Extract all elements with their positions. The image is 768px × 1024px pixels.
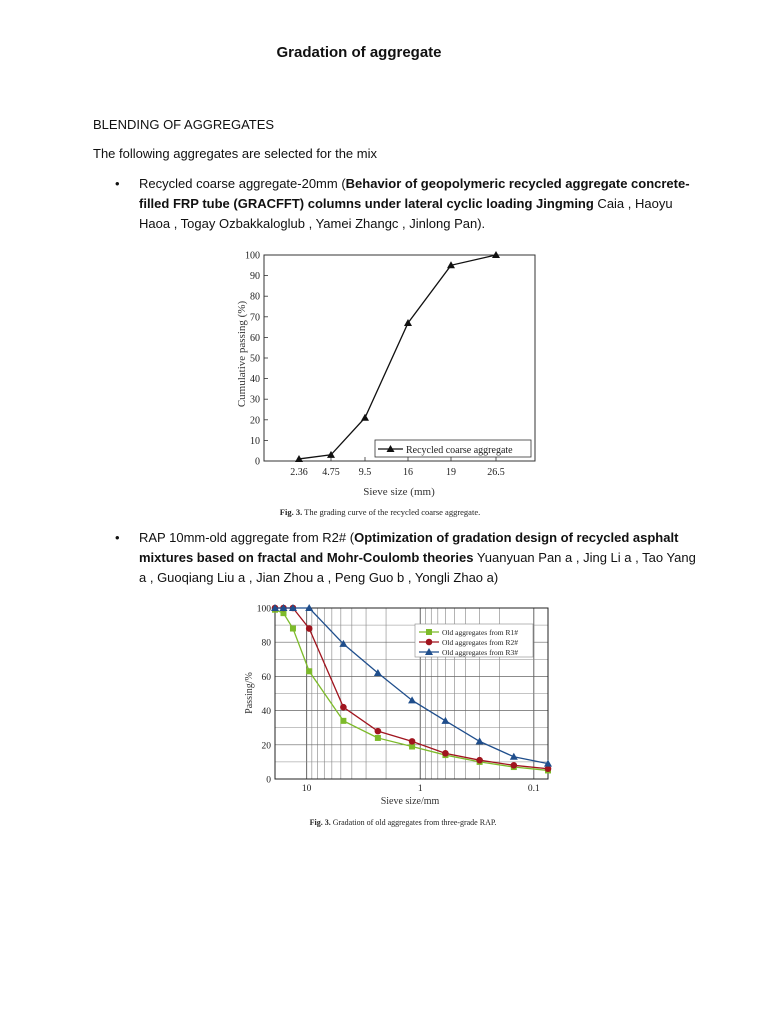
x-tick-label: 19	[446, 467, 456, 478]
bullet-text: Recycled coarse aggregate-20mm (Behavior of geopolymeric recycled aggregate concrete-filled FRP tube (GRACFFT) columns under lateral cyclic loading Jingming Caia , Haoyu Haoa , Togay Ozbakkaloglub , Yamei Zhangc , Jinlong Pan).	[139, 176, 690, 231]
x-tick-label: 9.5	[358, 467, 372, 478]
y-tick-label: 100	[245, 250, 260, 262]
plot-area	[264, 255, 535, 461]
legend-label: Old aggregates from R2#	[442, 638, 519, 647]
bullet-text: RAP 10mm-old aggregate from R2# (Optimization of gradation design of recycled asphalt mixtures based on fractal and Mohr-Coulomb theories Yuanyuan Pan a , Jing Li a , Tao Yang a , Guoqiang Liu a , Jian Zhou a , Peng Guo b , Yongli Zhao a)	[139, 530, 696, 585]
bullet-icon: •	[115, 176, 120, 191]
intro-text: The following aggregates are selected for the mix	[93, 146, 377, 161]
data-point	[306, 668, 312, 674]
bullet-icon: •	[115, 530, 120, 545]
y-tick-label: 60	[261, 672, 271, 683]
chart-rap-old-aggregates	[238, 598, 558, 834]
y-tick-label: 0	[255, 456, 260, 468]
legend-marker	[426, 629, 432, 635]
x-tick-label: 4.75	[322, 467, 340, 478]
legend-label: Recycled coarse aggregate	[406, 445, 513, 456]
legend	[415, 624, 533, 657]
y-tick-label: 0	[266, 775, 271, 786]
y-tick-label: 100	[256, 604, 271, 615]
data-point	[340, 718, 346, 724]
figure-caption: Fig. 3. The grading curve of the recycled coarse aggregate.	[279, 507, 481, 517]
data-point	[441, 717, 449, 724]
y-tick-label: 60	[250, 332, 260, 344]
data-point	[375, 735, 381, 741]
x-tick-label: 0.1	[527, 784, 540, 794]
x-tick-label: 10	[301, 784, 312, 794]
data-point	[306, 625, 313, 632]
x-tick-label: 16	[403, 467, 413, 478]
y-tick-label: 40	[250, 374, 260, 386]
series-line-recycled-coarse-aggregate	[299, 255, 496, 459]
legend-marker	[426, 639, 433, 646]
y-axis-label: Passing/%	[244, 672, 255, 714]
data-point	[290, 626, 296, 632]
legend-label: Old aggregates from R1#	[442, 628, 519, 637]
y-tick-label: 30	[250, 394, 260, 406]
x-tick-label: 26.5	[487, 467, 505, 478]
y-axis-label: Cumulative passing (%)	[236, 300, 248, 408]
y-tick-label: 80	[250, 291, 260, 303]
data-point	[409, 738, 416, 745]
data-point	[476, 757, 483, 764]
y-tick-label: 70	[250, 312, 260, 324]
data-point	[375, 728, 382, 735]
x-axis-label: Sieve size/mm	[380, 796, 440, 807]
x-tick-label: 1	[417, 784, 423, 794]
y-tick-label: 40	[261, 707, 271, 718]
data-point	[442, 750, 449, 757]
figure-caption: Fig. 3. Gradation of old aggregates from three-grade RAP.	[309, 818, 497, 827]
x-tick-label: 2.36	[290, 467, 308, 478]
y-tick-label: 90	[250, 271, 260, 283]
legend	[375, 440, 531, 457]
chart-recycled-coarse-aggregate	[220, 244, 540, 520]
data-point	[510, 753, 518, 760]
y-tick-label: 50	[250, 353, 260, 365]
data-point	[361, 414, 369, 421]
data-point	[511, 762, 518, 769]
y-tick-label: 20	[261, 741, 271, 752]
y-tick-label: 20	[250, 415, 260, 427]
x-axis-label: Sieve size (mm)	[363, 486, 435, 498]
page-title: Gradation of aggregate	[276, 44, 442, 61]
data-point	[340, 704, 347, 711]
section-heading: BLENDING OF AGGREGATES	[93, 117, 275, 132]
y-tick-label: 80	[261, 638, 271, 649]
data-point	[476, 737, 484, 744]
legend-label: Old aggregates from R3#	[442, 648, 519, 657]
y-tick-label: 10	[250, 435, 260, 447]
